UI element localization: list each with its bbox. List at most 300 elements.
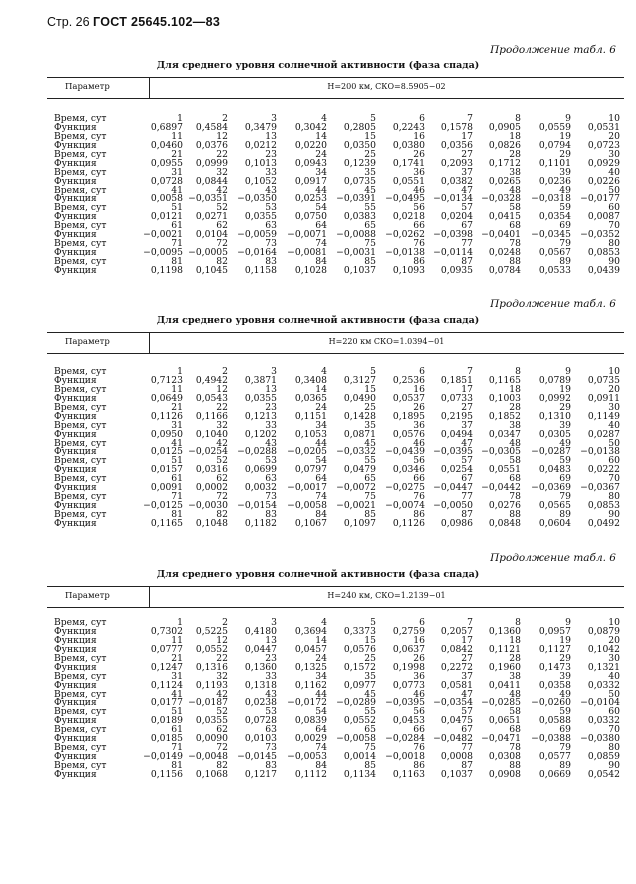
table-cell: 51 [171,706,183,718]
table-cell: 66 [413,724,425,736]
table-cell: 0,0305 [538,428,571,440]
table-cell: 0,0735 [343,175,376,187]
row-label: Функция [54,751,97,763]
row-label: Время, сут [54,688,107,700]
table-cell: 16 [413,130,425,142]
table-cell: 0,0733 [440,392,473,404]
table-cell: 0,2093 [440,157,473,169]
table-cell: 33 [265,670,277,682]
table-cell: 0,0784 [488,264,521,276]
table-cell: −0,0288 [237,446,277,458]
table-cell: 18 [509,634,521,646]
table-cell: 0,1572 [343,661,376,673]
table-cell: 9 [565,617,571,628]
table-cell: 0,1127 [538,643,571,655]
table-cell: 0,2536 [392,374,425,386]
table-cell: 0,0447 [244,643,277,655]
table-cell: 23 [265,148,277,160]
table-cell: 90 [608,256,620,267]
table-cell: 2 [222,366,228,377]
table-cell: 0,4942 [195,374,228,386]
model-parameters: H=240 км, СКО=1.2139−01 [327,591,446,600]
row-label: Функция [54,247,97,259]
table-cell: 31 [171,419,183,431]
table-cell: 30 [608,401,620,413]
row-label: Время, сут [54,383,107,395]
table-cell: 71 [171,742,183,754]
table-cell: −0,0071 [287,229,327,241]
table-cell: −0,0187 [188,697,228,709]
table-cell: 0,0332 [587,679,620,691]
table-cell: 0,0350 [343,139,376,151]
table-cell: 89 [559,256,571,267]
table-cell: 0,0475 [440,715,473,727]
table-cell: 0,0457 [294,643,327,655]
table-cell: 0,0826 [488,139,521,151]
table-cell: 53 [265,455,277,467]
table-cell: 87 [461,760,473,771]
table-cell: 62 [216,220,228,232]
table-cell: 84 [315,760,327,771]
table-cell: 21 [171,401,183,413]
table-cell: 0,1093 [392,264,425,276]
table-cell: 0,0347 [488,428,521,440]
table-row [54,679,624,691]
row-label: Функция [54,193,97,205]
table-cell: 0,0777 [150,643,183,655]
table-cell: 35 [364,670,376,682]
table-cell: 40 [608,166,620,178]
table-cell: 43 [265,184,277,196]
table-cell: 47 [461,437,473,449]
row-label: Функция [54,121,97,133]
table-cell: 60 [608,202,620,214]
table-cell: 17 [461,130,473,142]
table-row [54,249,624,258]
table-cell: 63 [265,724,277,736]
table-cell: 0,0542 [587,768,620,780]
table-cell: 0,1165 [488,374,521,386]
table-cell: 1 [177,113,183,124]
table-row [54,175,624,187]
table-cell: 0,1360 [244,661,277,673]
table-cell: 18 [509,130,521,142]
table-cell: 0,3042 [294,121,327,133]
table-cell: 0,0490 [343,392,376,404]
table-cell: −0,0017 [287,482,327,494]
row-label: Функция [54,500,97,512]
table-cell: −0,0021 [143,229,183,241]
table-cell: 1 [177,617,183,628]
table-cell: 0,2057 [440,625,473,637]
table-cell: 25 [364,401,376,413]
table-cell: −0,0164 [237,247,277,259]
table-cell: 44 [315,184,327,196]
table-cell: 58 [509,455,521,467]
table-cell: 46 [413,437,425,449]
table-cell: 56 [413,706,425,718]
table-cell: 28 [509,148,521,160]
table-cell: 32 [216,419,228,431]
table-cell: 38 [509,166,521,178]
table-cell: 21 [171,652,183,664]
table-cell: 0,0576 [343,643,376,655]
param-column-header: Параметр [65,591,110,601]
table-cell: 29 [559,401,571,413]
table-cell: 10 [608,113,620,124]
table-cell: 34 [315,419,327,431]
table-cell: 0,1247 [150,661,183,673]
table-cell: 0,1165 [150,517,183,529]
table-cell: 5 [370,617,376,628]
table-cell: 87 [461,256,473,267]
table-cell: −0,0285 [481,697,521,709]
table-row [54,717,624,726]
table-cell: 79 [559,238,571,250]
table-cell: 0,0999 [195,157,228,169]
table-cell: 0,0222 [587,464,620,476]
table-cell: 14 [315,383,327,395]
table-row [54,661,624,673]
table-cell: −0,0395 [385,697,425,709]
table-cell: 24 [315,148,327,160]
table-cell: 56 [413,202,425,214]
table-cell: 0,0287 [587,428,620,440]
table-cell: 4 [321,366,327,377]
row-label: Время, сут [54,113,107,124]
table-cell: −0,0388 [531,733,571,745]
table-cell: 0,0552 [195,643,228,655]
table-cell: 39 [559,419,571,431]
table-cell: 0,3127 [343,374,376,386]
table-cell: −0,0442 [481,482,521,494]
table-cell: −0,0018 [385,751,425,763]
table-cell: −0,0287 [531,446,571,458]
table-cell: 50 [608,184,620,196]
table-cell: 0,0750 [294,211,327,223]
row-label: Время, сут [54,652,107,664]
model-parameters: H=200 км, СКО=8.5905−02 [327,82,446,91]
table-cell: 7 [467,366,473,377]
table-cell: 43 [265,688,277,700]
table-cell: 45 [364,437,376,449]
table-row [54,625,624,637]
param-column-header: Параметр [65,337,110,347]
table-cell: 0,0415 [488,211,521,223]
table-cell: −0,0104 [580,697,620,709]
table-cell: 0,0204 [440,211,473,223]
table-cell: 0,0728 [244,715,277,727]
table-header [47,332,624,354]
table-cell: 36 [413,670,425,682]
table-cell: 0,0871 [343,428,376,440]
table-cell: 62 [216,473,228,485]
table-cell: −0,0048 [188,751,228,763]
table-cell: 51 [171,455,183,467]
table-cell: 54 [315,202,327,214]
table-cell: 59 [559,202,571,214]
table-cell: 0,0905 [488,121,521,133]
table-row [54,699,624,708]
table-cell: 0,0794 [538,139,571,151]
table-cell: 0,0271 [195,211,228,223]
table-cell: 15 [364,383,376,395]
table-cell: −0,0351 [188,193,228,205]
table-cell: 26 [413,652,425,664]
table-cell: 0,0383 [343,211,376,223]
table-cell: 0,1202 [244,428,277,440]
continuation-note: Продолжение табл. 6 [490,298,616,310]
table-cell: 76 [413,491,425,503]
table-cell: 24 [315,401,327,413]
table-cell: −0,0398 [433,229,473,241]
table-cell: −0,0345 [531,229,571,241]
row-label: Время, сут [54,437,107,449]
table-cell: 15 [364,634,376,646]
table-cell: 0,3479 [244,121,277,133]
table-cell: 0,0773 [392,679,425,691]
table-cell: 72 [216,238,228,250]
table-cell: 0,0853 [587,500,620,512]
table-cell: 0,1182 [244,517,277,529]
table-cell: 0,4584 [195,121,228,133]
table-cell: 0,0537 [392,392,425,404]
table-cell: 44 [315,688,327,700]
table-cell: 85 [364,760,376,771]
table-cell: 0,0248 [488,247,521,259]
table-cell: −0,0205 [287,446,327,458]
table-cell: −0,0391 [336,193,376,205]
table-cell: −0,0030 [188,500,228,512]
row-label: Функция [54,733,97,745]
table-cell: 72 [216,491,228,503]
table-cell: 0,0977 [343,679,376,691]
table-cell: 0,0848 [488,517,521,529]
table-cell: 68 [509,473,521,485]
table-cell: 33 [265,166,277,178]
table-cell: 0,0355 [244,211,277,223]
table-cell: 0,0212 [244,139,277,151]
table-cell: 50 [608,437,620,449]
table-cell: 0,1048 [195,517,228,529]
table-cell: 0,0104 [195,229,228,241]
gost-number: ГОСТ 25645.102—83 [93,15,221,29]
table-cell: 48 [509,688,521,700]
table-cell: 12 [216,634,228,646]
table-cell: 13 [265,130,277,142]
table-cell: 3 [271,617,277,628]
table-cell: 77 [461,238,473,250]
row-label: Время, сут [54,166,107,178]
table-cell: 28 [509,401,521,413]
table-header [47,586,624,608]
table-cell: 61 [171,724,183,736]
table-cell: 0,0797 [294,464,327,476]
table-cell: 27 [461,148,473,160]
table-cell: −0,0260 [531,697,571,709]
table-cell: 7 [467,617,473,628]
table-cell: 0,0380 [392,139,425,151]
table-cell: 65 [364,220,376,232]
table-cell: 0,0355 [195,715,228,727]
row-label: Функция [54,643,97,655]
table-cell: 0,1960 [488,661,521,673]
table-cell: 71 [171,491,183,503]
table-cell: 0,3871 [244,374,277,386]
table-cell: 86 [413,509,425,520]
table-row [54,374,624,386]
table-row [54,768,624,780]
table-cell: 0,1028 [294,264,327,276]
table-cell: 0,1126 [392,517,425,529]
table-cell: 0,0090 [195,733,228,745]
table-cell: 2 [222,617,228,628]
table-cell: 0,0853 [587,247,620,259]
table-cell: 0,0220 [294,139,327,151]
table-row [54,466,624,475]
table-cell: 13 [265,634,277,646]
table-cell: 43 [265,437,277,449]
table-cell: 0,2272 [440,661,473,673]
table-cell: 90 [608,509,620,520]
table-cell: 0,1121 [488,643,521,655]
table-cell: 33 [265,419,277,431]
table-cell: 20 [608,130,620,142]
table-cell: −0,0395 [433,446,473,458]
table-cell: 0,0842 [440,643,473,655]
table-cell: 0,0651 [488,715,521,727]
table-row [54,231,624,240]
table-cell: 52 [216,455,228,467]
table-cell: 0,0955 [150,157,183,169]
table-cell: 39 [559,166,571,178]
table-cell: 47 [461,688,473,700]
table-cell: −0,0095 [143,247,183,259]
table-cell: 4 [321,113,327,124]
table-cell: 48 [509,437,521,449]
table-cell: −0,0074 [385,500,425,512]
table-cell: 64 [315,473,327,485]
table-cell: 0,0735 [587,374,620,386]
table-cell: 84 [315,509,327,520]
table-cell: 0,1578 [440,121,473,133]
table-cell: 49 [559,437,571,449]
row-label: Время, сут [54,706,107,718]
table-cell: 25 [364,148,376,160]
table-cell: 0,0356 [440,139,473,151]
table-cell: −0,0021 [336,500,376,512]
table-cell: 79 [559,742,571,754]
table-cell: 0,1217 [244,768,277,780]
table-cell: 0,1851 [440,374,473,386]
table-cell: 30 [608,148,620,160]
table-cell: 0,0533 [538,264,571,276]
table-cell: 0,0008 [440,751,473,763]
row-label: Функция [54,229,97,241]
table-cell: −0,0149 [143,751,183,763]
table-cell: 0,0185 [150,733,183,745]
table-cell: −0,0350 [237,193,277,205]
table-cell: 25 [364,652,376,664]
table-cell: 0,0699 [244,464,277,476]
row-label: Функция [54,679,97,691]
table-cell: 0,1045 [195,264,228,276]
table-cell: 0,1040 [195,428,228,440]
table-cell: 0,2243 [392,121,425,133]
param-column-header: Параметр [65,82,110,92]
table-cell: −0,0058 [336,733,376,745]
table-cell: 42 [216,688,228,700]
table-cell: 0,0439 [587,264,620,276]
table-cell: 0,1003 [488,392,521,404]
table-cell: 64 [315,724,327,736]
table-cell: 57 [461,706,473,718]
table-cell: 26 [413,401,425,413]
table-cell: 0,0103 [244,733,277,745]
table-cell: 89 [559,760,571,771]
table-cell: 70 [608,473,620,485]
table-cell: 0,7302 [150,625,183,637]
table-cell: −0,0134 [433,193,473,205]
table-cell: −0,0289 [336,697,376,709]
table-cell: −0,0114 [433,247,473,259]
table-cell: 0,1316 [195,661,228,673]
table-cell: 0,0483 [538,464,571,476]
table-cell: 44 [315,437,327,449]
table-cell: 0,0087 [587,211,620,223]
table-cell: 83 [265,760,277,771]
table-cell: 84 [315,256,327,267]
table-cell: 51 [171,202,183,214]
table-cell: 17 [461,634,473,646]
table-cell: 0,0839 [294,715,327,727]
table-cell: 0,1473 [538,661,571,673]
table-cell: 0,0253 [294,193,327,205]
table-cell: 4 [321,617,327,628]
table-cell: 0,0014 [343,751,376,763]
table-cell: 0,1321 [587,661,620,673]
table-cell: 41 [171,688,183,700]
table-cell: 0,0723 [587,139,620,151]
table-cell: −0,0138 [580,446,620,458]
row-label: Время, сут [54,202,107,214]
table-cell: 83 [265,256,277,267]
table-cell: 0,0789 [538,374,571,386]
row-label: Время, сут [54,366,107,377]
table-cell: 0,0411 [488,679,521,691]
table-cell: 47 [461,184,473,196]
table-cell: 61 [171,220,183,232]
table-cell: 45 [364,688,376,700]
table-cell: 0,1310 [538,410,571,422]
table-cell: 11 [171,383,183,395]
table-cell: 90 [608,760,620,771]
table-cell: 0,1198 [150,264,183,276]
table-row [54,157,624,169]
table-cell: 0,1042 [587,643,620,655]
table-cell: 69 [559,220,571,232]
table-cell: 0,1101 [538,157,571,169]
table-cell: 80 [608,742,620,754]
table-cell: 0,0911 [587,392,620,404]
table-cell: 17 [461,383,473,395]
table-cell: 23 [265,652,277,664]
table-cell: 0,0957 [538,625,571,637]
table-cell: 67 [461,220,473,232]
row-label: Функция [54,157,97,169]
table-cell: 0,1097 [343,517,376,529]
table-cell: 0,1037 [343,264,376,276]
